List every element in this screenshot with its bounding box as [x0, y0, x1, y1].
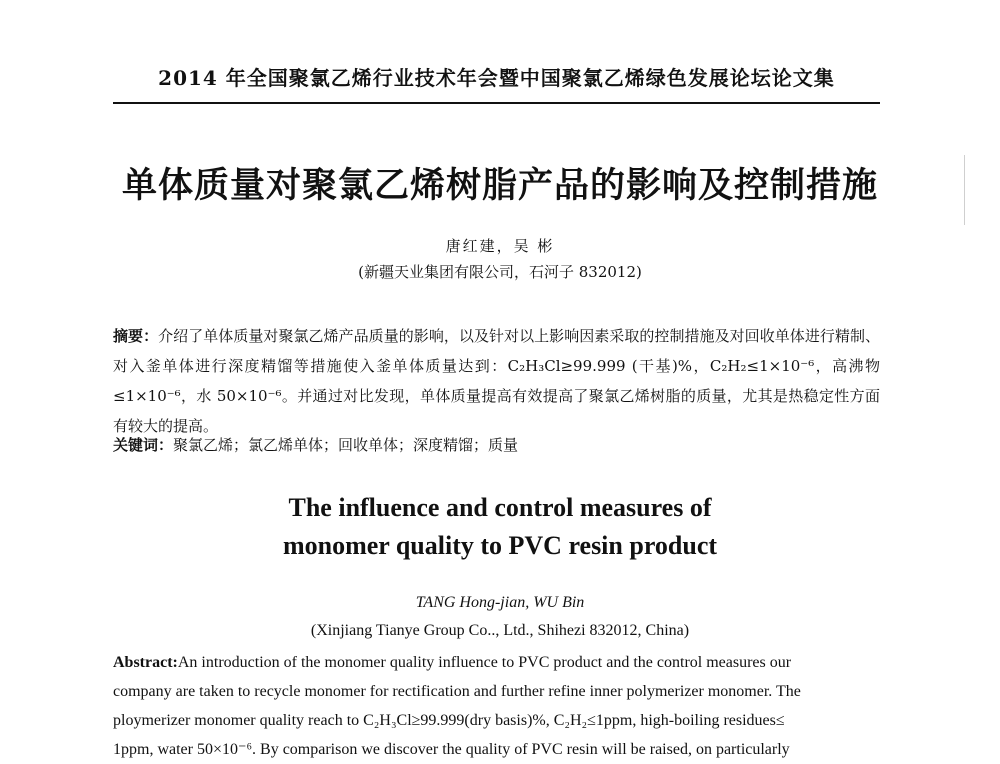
keywords-cn-text: 聚氯乙烯；氯乙烯单体；回收单体；深度精馏；质量 — [173, 436, 519, 454]
abstract-en-line4: 1ppm, water 50×10⁻⁶. By comparison we discover the quality of PVC resin will be raised, on particularly — [113, 741, 790, 758]
paper-title-en-line1: The influence and control measures of — [288, 493, 712, 522]
affiliation-cn: (新疆天业集团有限公司，石河子 832012) — [358, 263, 642, 281]
authors-en: TANG Hong-jian, WU Bin — [415, 594, 585, 611]
abstract-en-label: Abstract: — [113, 654, 178, 671]
abstract-cn-label: 摘要： — [113, 327, 159, 345]
keywords-cn-label: 关键词： — [113, 436, 174, 454]
abstract-en-line3: ploymerizer monomer quality reach to C₂H₃Cl≥99.999(dry basis)%, C₂H₂≤1ppm, high-boiling residues≤ — [113, 712, 785, 729]
paper-title-cn: 单体质量对聚氯乙烯树脂产品的影响及控制措施 — [121, 166, 878, 206]
abstract-en-line1-text: An introduction of the monomer quality influence to PVC product and the control measures our — [177, 654, 792, 671]
affiliation-en: (Xinjiang Tianye Group Co.., Ltd., Shihezi 832012, China) — [310, 622, 690, 639]
paper-title-en-line2: monomer quality to PVC resin product — [282, 531, 718, 560]
abstract-en-line2: company are taken to recycle monomer for rectification and further refine inner polymerizer monomer. The — [113, 683, 801, 700]
abstract-cn-text: 介绍了单体质量对聚氯乙烯产品质量的影响，以及针对以上影响因素采取的控制措施及对回收单体进行精制、对入釜单体进行深度精馏等措施使入釜单体质量达到：C₂H₃Cl≥99.999 (干基)%，C₂H₂≤1×10⁻⁶，高沸物≤1×10⁻⁶，水 50×10⁻⁶。并通过对比发现，单体质量提高有效提高了聚氯乙烯树脂的质量，尤其是热稳定性方面有较大的提高。 — [113, 327, 880, 435]
authors-cn: 唐红建，吴 彬 — [445, 237, 555, 255]
abstract-en-line1 — [113, 648, 880, 677]
header-divider — [113, 102, 880, 104]
paper-title-en — [0, 489, 1000, 565]
running-header: 2014 年全国聚氯乙烯行业技术年会暨中国聚氯乙烯绿色发展论坛论文集 — [158, 66, 835, 90]
abstract-cn — [113, 321, 880, 441]
keywords-cn — [113, 430, 880, 460]
abstract-en — [113, 648, 880, 764]
